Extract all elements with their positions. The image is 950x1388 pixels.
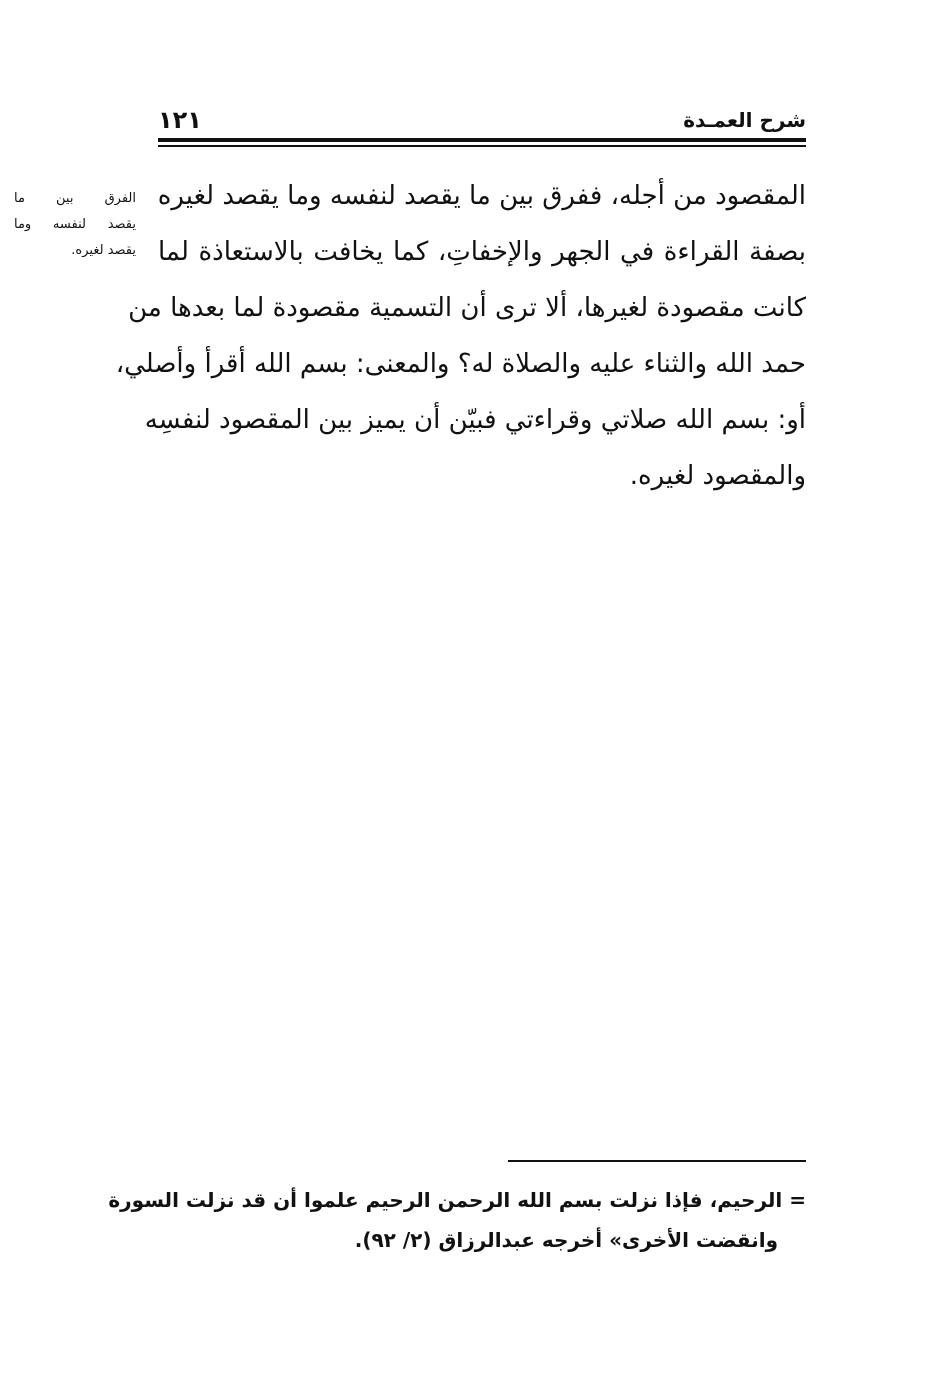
header-rule-thin: [158, 145, 806, 147]
body-line: المقصود من أجله، ففرق بين ما يقصد لنفسه وما يقصد لغيره: [157, 181, 806, 211]
footnote-line: وانقضت الأخرى» أخرجه عبدالرزاق (٢/ ٩٢).: [354, 1228, 778, 1252]
page-number: ١٢١: [158, 106, 202, 134]
body-line: حمد الله والثناء عليه والصلاة له؟ والمعنى: بسم الله أقرأ وأصلي،: [115, 349, 806, 379]
margin-note: [14, 186, 136, 264]
margin-note-line: الفرق بين ما: [14, 191, 136, 206]
running-title: شرح العمـدة: [683, 108, 806, 132]
margin-note-line: يقصد لنفسه وما: [14, 217, 136, 232]
footnote-separator: [508, 1160, 806, 1162]
margin-note-line: يقصد لغيره.: [71, 243, 136, 258]
body-text: [115, 168, 806, 504]
body-line: كانت مقصودة لغيرها، ألا ترى أن التسمية مقصودة لما بعدها من: [128, 293, 806, 323]
page-header: [158, 100, 806, 136]
footnote: [108, 1180, 806, 1260]
header-rule-thick: [158, 138, 806, 142]
body-line: أو: بسم الله صلاتي وقراءتي فبيّن أن يميز بين المقصود لنفسِه: [144, 405, 806, 435]
body-line: والمقصود لغيره.: [629, 461, 806, 491]
body-line: بصفة القراءة في الجهر والإخفاتِ، كما يخافت بالاستعاذة لما: [158, 237, 806, 267]
footnote-line: = الرحيم، فإذا نزلت بسم الله الرحمن الرحيم علموا أن قد نزلت السورة: [108, 1188, 806, 1212]
